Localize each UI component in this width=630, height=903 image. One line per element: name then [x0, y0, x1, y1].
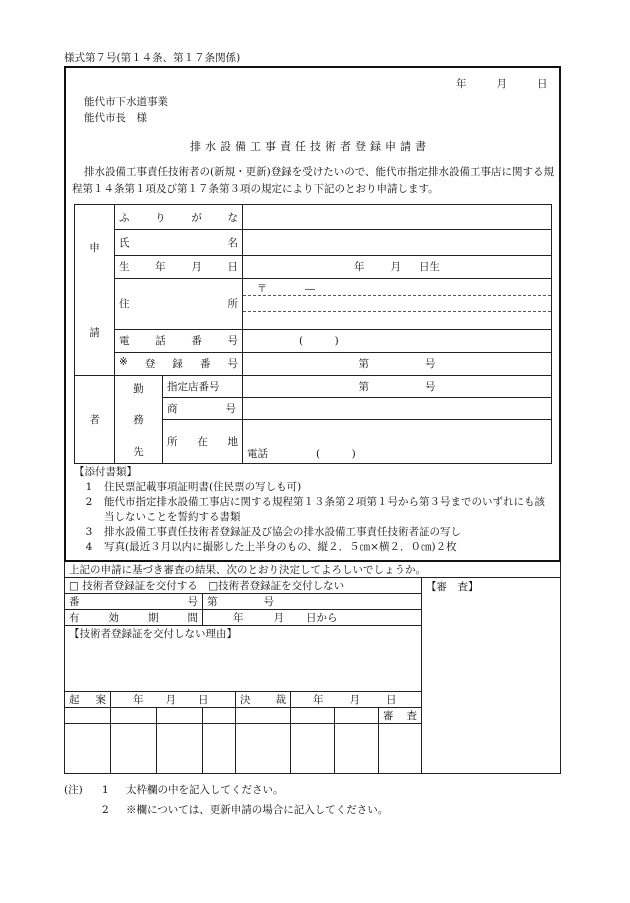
- stamp-cell[interactable]: [379, 724, 422, 774]
- attachment-item: 1 住民票記載事項証明書(住民票の写しも可): [85, 481, 302, 493]
- address-field[interactable]: 〒 ―: [243, 278, 552, 329]
- stamp-cell[interactable]: [291, 724, 335, 774]
- attachment-item: 2 能代市指定排水設備工事店に関する規程第１３条第２項第１号から第３号までのいずれにも該当しないことを誓約する書類: [85, 496, 545, 523]
- applicant-side-label: 申 請: [75, 205, 115, 376]
- stamp-cell[interactable]: [335, 708, 379, 724]
- birth-label: 生 年 月 日: [115, 255, 243, 278]
- stamp-cell[interactable]: [203, 724, 236, 774]
- decision-label: 決 裁: [236, 692, 291, 708]
- draft-date[interactable]: 年 月 日: [111, 692, 236, 708]
- applicant-table: [74, 204, 552, 464]
- reg-no-field[interactable]: 第 号: [243, 352, 552, 375]
- inspection-box: 【審 査】: [422, 578, 561, 774]
- furigana-field[interactable]: [243, 205, 552, 230]
- applicant-side-label-bottom: 者: [75, 376, 115, 464]
- stamp-cell[interactable]: [236, 724, 291, 774]
- birth-field[interactable]: 年 月 日生: [243, 255, 552, 278]
- trade-name-field[interactable]: [243, 398, 552, 420]
- form-number: 様式第７号(第１４条、第１７条関係): [64, 52, 241, 64]
- stamp-cell[interactable]: [203, 708, 236, 724]
- reg-no-label: ※ 登 録 番 号: [115, 352, 243, 375]
- store-no-field[interactable]: 第 号: [243, 376, 552, 398]
- addressee-mayor: 能代市長 様: [84, 112, 147, 124]
- stamp-cell[interactable]: [157, 708, 203, 724]
- stamp-cell[interactable]: [111, 708, 157, 724]
- trade-name-label: 商 号: [163, 398, 243, 420]
- location-field[interactable]: 電話 ( ): [243, 420, 552, 464]
- number-field[interactable]: 第 号: [203, 594, 422, 610]
- issue-checkboxes[interactable]: □ 技術者登録証を交付する □技術者登録証を交付しない: [65, 578, 422, 594]
- shinsa-label: 審 査: [379, 708, 422, 724]
- date-line: 年 月 日: [456, 78, 548, 90]
- stamp-cell[interactable]: [335, 724, 379, 774]
- stamp-cell[interactable]: [111, 724, 157, 774]
- location-label: 所 在 地: [163, 420, 243, 464]
- furigana-label: ふ り が な: [115, 205, 243, 230]
- store-no-label: 指定店番号: [163, 376, 243, 398]
- note-item: (注) 1 太枠欄の中を記入してください。: [64, 784, 284, 796]
- attachment-item: 4 写真(最近３月以内に撮影した上半身のもの、縦２．５㎝×横２．０㎝)２枚: [85, 541, 457, 553]
- decision-date[interactable]: 年 月 日: [291, 692, 422, 708]
- review-header: 上記の申請に基づき審査の結果、次のとおり決定してよろしいでしょうか。: [65, 562, 561, 578]
- attachment-item: 3 排水設備工事責任技術者登録証及び協会の排水設備工事責任技術者証の写し: [85, 526, 461, 538]
- number-label: 番 号: [65, 594, 203, 610]
- review-table: [64, 562, 561, 774]
- address-label: 住 所: [115, 278, 243, 329]
- addressee-office: 能代市下水道事業: [84, 96, 168, 108]
- stamp-cell[interactable]: [65, 724, 111, 774]
- reason-box[interactable]: 【技術者登録証を交付しない理由】: [65, 626, 422, 692]
- draft-label: 起 案: [65, 692, 111, 708]
- form-title: 排水設備工事責任技術者登録申請書: [190, 140, 430, 153]
- work-label: 勤 務 先: [115, 376, 163, 464]
- attachments-list: [74, 480, 552, 555]
- intro-text: 排水設備工事責任技術者の(新規・更新)登録を受けたいので、能代市指定排水設備工事店に関する規程第１４条第１項及び第１７条第３項の規定により下記のとおり申請します。: [72, 166, 554, 195]
- application-frame: [64, 66, 561, 562]
- stamp-cell[interactable]: [236, 708, 291, 724]
- stamp-cell[interactable]: [65, 708, 111, 724]
- stamp-cell[interactable]: [291, 708, 335, 724]
- note-item: 2 ※欄については、更新申請の場合に記入してください。: [102, 804, 389, 816]
- attachments-heading: 【添付書類】: [74, 466, 137, 478]
- notes: [64, 780, 388, 820]
- phone-label: 電 話 番 号: [115, 329, 243, 352]
- name-field[interactable]: [243, 230, 552, 255]
- stamp-cell[interactable]: [157, 724, 203, 774]
- validity-field[interactable]: 年 月 日から: [203, 610, 422, 626]
- validity-label: 有 効 期 間: [65, 610, 203, 626]
- name-label: 氏 名: [115, 230, 243, 255]
- phone-field[interactable]: ( ): [243, 329, 552, 352]
